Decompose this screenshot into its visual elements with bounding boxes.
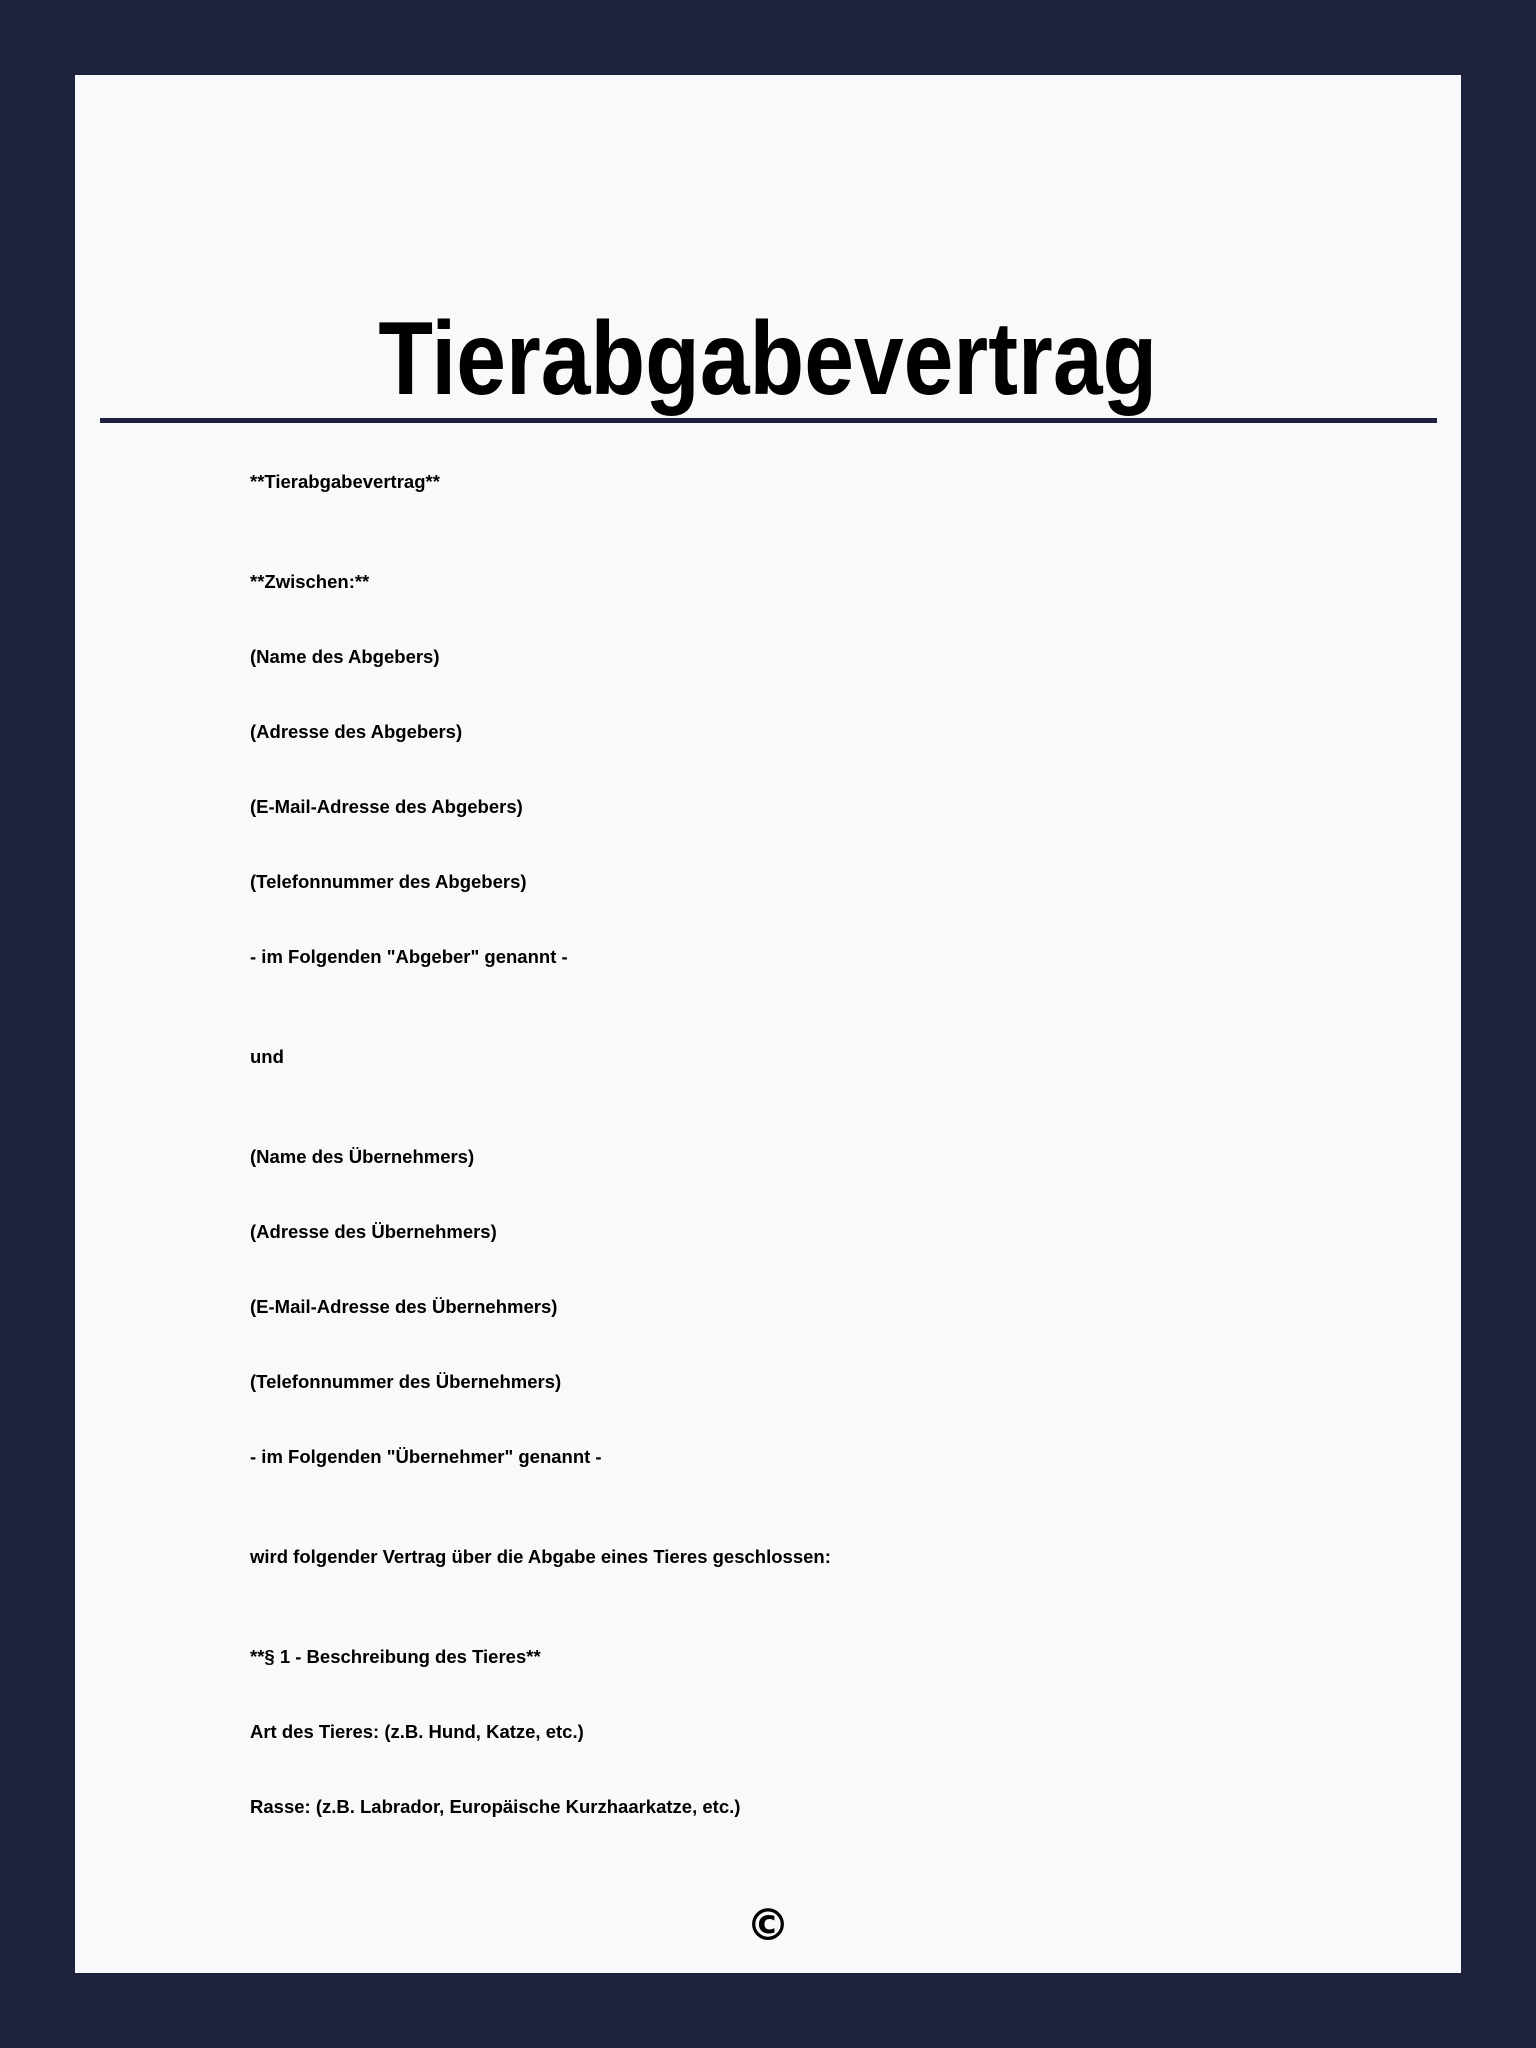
and-connector: und — [250, 1046, 284, 1067]
document-title-text: Tierabgabevertrag — [378, 301, 1158, 417]
animal-type-field: Art des Tieres: (z.B. Hund, Katze, etc.) — [250, 1721, 584, 1742]
giver-phone-placeholder: (Telefonnummer des Abgebers) — [250, 871, 527, 892]
receiver-designation: - im Folgenden "Übernehmer" genannt - — [250, 1446, 602, 1467]
giver-name-placeholder: (Name des Abgebers) — [250, 646, 440, 667]
receiver-email-placeholder: (E-Mail-Adresse des Übernehmers) — [250, 1296, 558, 1317]
document-title — [75, 301, 1461, 417]
title-divider — [100, 418, 1437, 423]
section-1-heading: **§ 1 - Beschreibung des Tieres** — [250, 1646, 541, 1667]
between-label: **Zwischen:** — [250, 571, 370, 592]
giver-designation: - im Folgenden "Abgeber" genannt - — [250, 946, 568, 967]
receiver-address-placeholder: (Adresse des Übernehmers) — [250, 1221, 497, 1242]
giver-address-placeholder: (Adresse des Abgebers) — [250, 721, 463, 742]
document-page — [75, 75, 1461, 1973]
giver-email-placeholder: (E-Mail-Adresse des Abgebers) — [250, 796, 523, 817]
receiver-name-placeholder: (Name des Übernehmers) — [250, 1146, 475, 1167]
copyright-icon: © — [746, 1900, 790, 1951]
contract-intro: wird folgender Vertrag über die Abgabe eines Tieres geschlossen: — [250, 1546, 831, 1567]
breed-field: Rasse: (z.B. Labrador, Europäische Kurzhaarkatze, etc.) — [250, 1796, 741, 1817]
contract-heading: **Tierabgabevertrag** — [250, 471, 440, 492]
receiver-phone-placeholder: (Telefonnummer des Übernehmers) — [250, 1371, 562, 1392]
